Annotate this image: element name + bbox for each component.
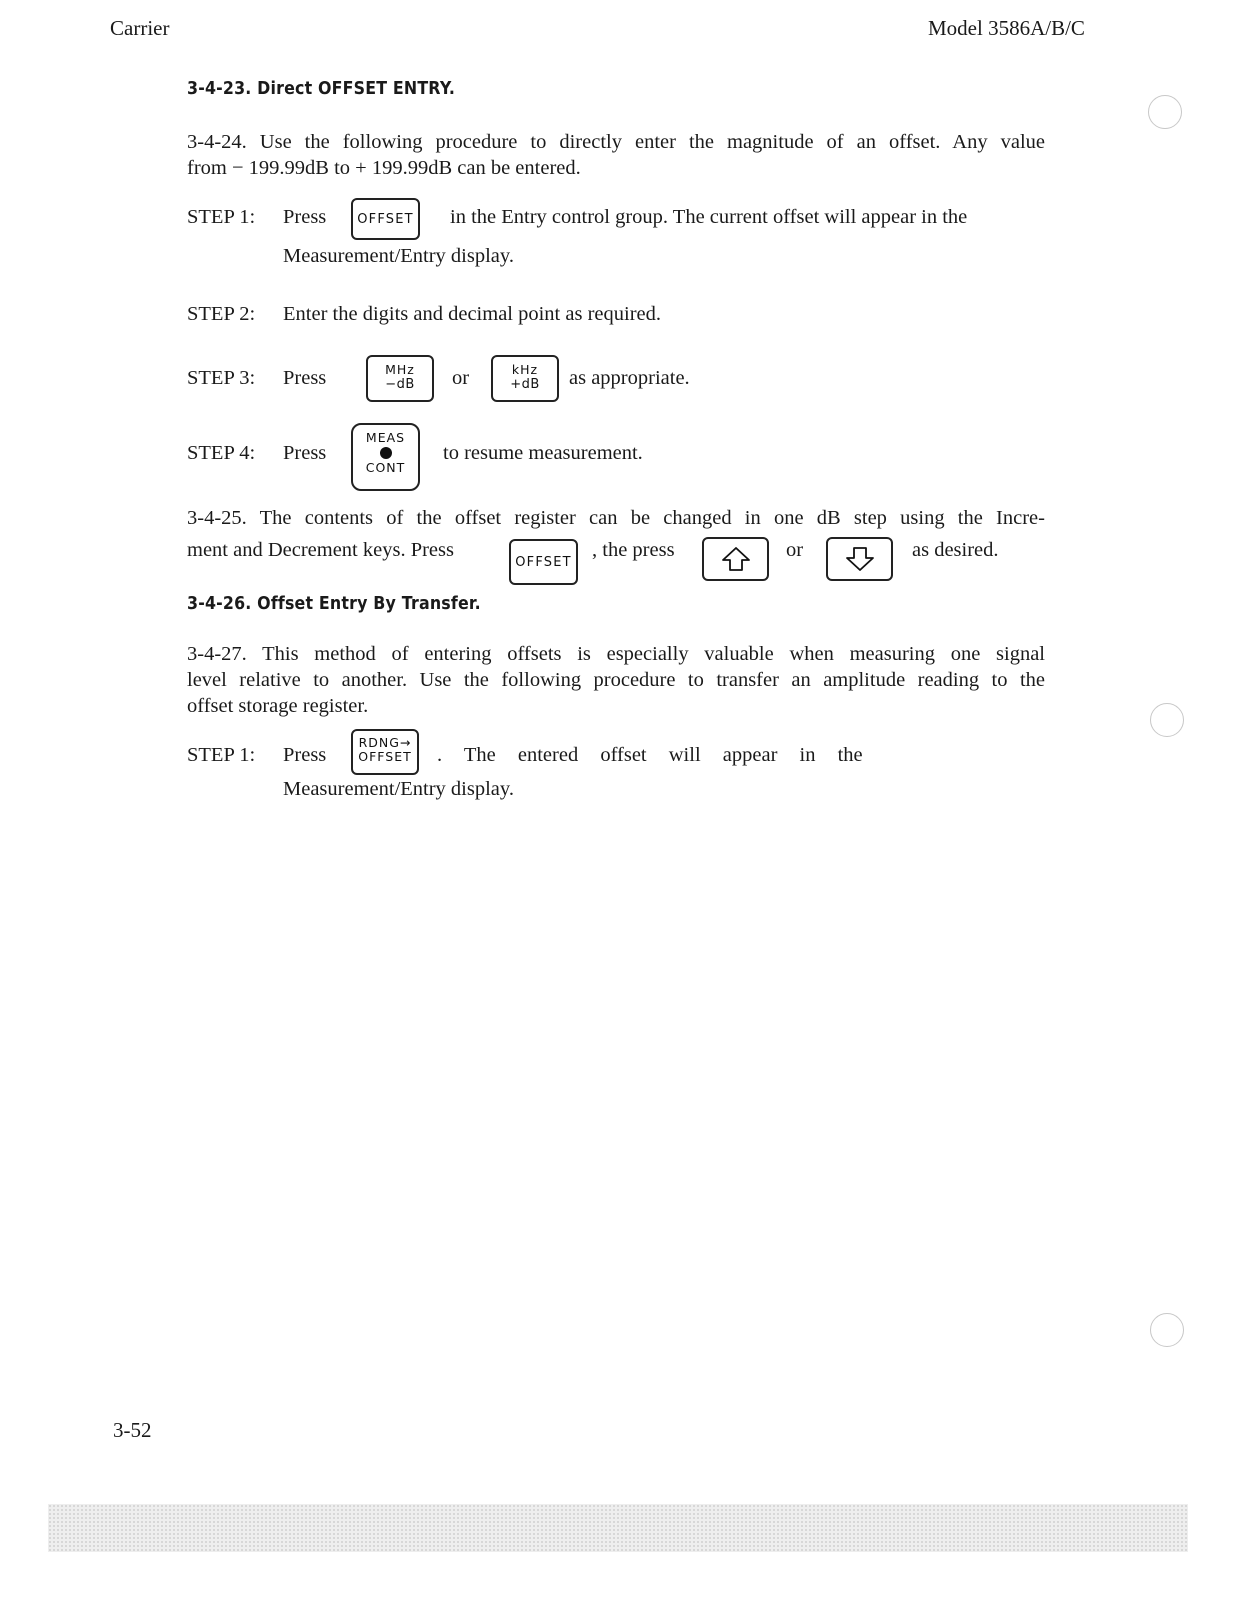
mhz-minus-db-key	[366, 355, 434, 402]
key-label-bottom: +dB	[510, 377, 540, 392]
step-text-press: Press	[283, 442, 327, 464]
paragraph-line: from − 199.99dB to + 199.99dB can be entered.	[187, 157, 581, 179]
running-header-left: Carrier	[110, 16, 170, 40]
increment-key	[702, 537, 769, 581]
meas-cont-key	[351, 423, 420, 491]
step-text: . The entered offset will appear in the	[437, 744, 863, 766]
binder-hole-bottom	[1150, 1313, 1184, 1347]
step-label: STEP 2:	[187, 303, 256, 325]
rdng-offset-key	[351, 729, 419, 775]
step-text-press: Press	[283, 206, 327, 228]
step-text-continued: Measurement/Entry display.	[283, 245, 514, 267]
step-text-or: or	[452, 367, 470, 389]
paragraph-line: 3-4-27. This method of entering offsets is especially valuable when measuring one signal	[187, 643, 1045, 665]
khz-plus-db-key	[491, 355, 559, 402]
paragraph-3-4-25-line1: 3-4-25. The contents of the offset register can be changed in one dB step using the Incre-	[187, 507, 1045, 529]
paragraph-3-4-24	[187, 129, 1045, 181]
paragraph-line: level relative to another. Use the following procedure to transfer an amplitude reading to the	[187, 669, 1045, 691]
offset-key	[351, 198, 420, 240]
step-label: STEP 1:	[187, 206, 256, 228]
step-label: STEP 4:	[187, 442, 256, 464]
step-text-press: Press	[283, 367, 327, 389]
step-text-continued: Measurement/Entry display.	[283, 778, 514, 800]
key-label-top: MEAS	[365, 430, 406, 445]
key-label-bottom: CONT	[365, 460, 406, 475]
paragraph-3-4-25-or: or	[786, 539, 804, 561]
step-label: STEP 3:	[187, 367, 256, 389]
up-arrow-icon	[721, 546, 751, 572]
paragraph-3-4-27	[187, 641, 1045, 719]
step-text: to resume measurement.	[443, 442, 643, 464]
running-header-right: Model 3586A/B/C	[928, 16, 1085, 40]
key-label-top: MHz	[385, 362, 415, 377]
decrement-key	[826, 537, 893, 581]
key-label-top: RDNG→	[358, 735, 412, 750]
step-text: Enter the digits and decimal point as required.	[283, 303, 661, 325]
key-label-bottom: OFFSET	[358, 749, 412, 764]
paragraph-3-4-25-text: ment and Decrement keys. Press	[187, 539, 454, 561]
section-heading-offset-entry-by-transfer: 3-4-26. Offset Entry By Transfer.	[187, 593, 481, 614]
paragraph-3-4-25-text: , the press	[592, 539, 675, 561]
paragraph-3-4-25-text: as desired.	[912, 539, 999, 561]
paragraph-line: 3-4-24. Use the following procedure to directly enter the magnitude of an offset. Any value	[187, 131, 1045, 153]
binder-hole-top	[1148, 95, 1182, 129]
key-label-bottom: −dB	[385, 377, 415, 392]
dot-icon	[380, 447, 392, 459]
page-number: 3-52	[113, 1418, 152, 1442]
key-label: OFFSET	[515, 554, 572, 570]
section-heading-direct-offset-entry: 3-4-23. Direct OFFSET ENTRY.	[187, 78, 456, 99]
offset-key	[509, 539, 578, 585]
step-text-press: Press	[283, 744, 327, 766]
scan-border-band	[48, 1504, 1188, 1552]
step-label: STEP 1:	[187, 744, 256, 766]
paragraph-line: offset storage register.	[187, 695, 369, 717]
binder-hole-middle	[1150, 703, 1184, 737]
step-text: in the Entry control group. The current offset will appear in the	[450, 206, 968, 228]
step-text: as appropriate.	[569, 367, 690, 389]
key-label-top: kHz	[511, 362, 539, 377]
down-arrow-icon	[845, 546, 875, 572]
key-label: OFFSET	[357, 211, 414, 227]
